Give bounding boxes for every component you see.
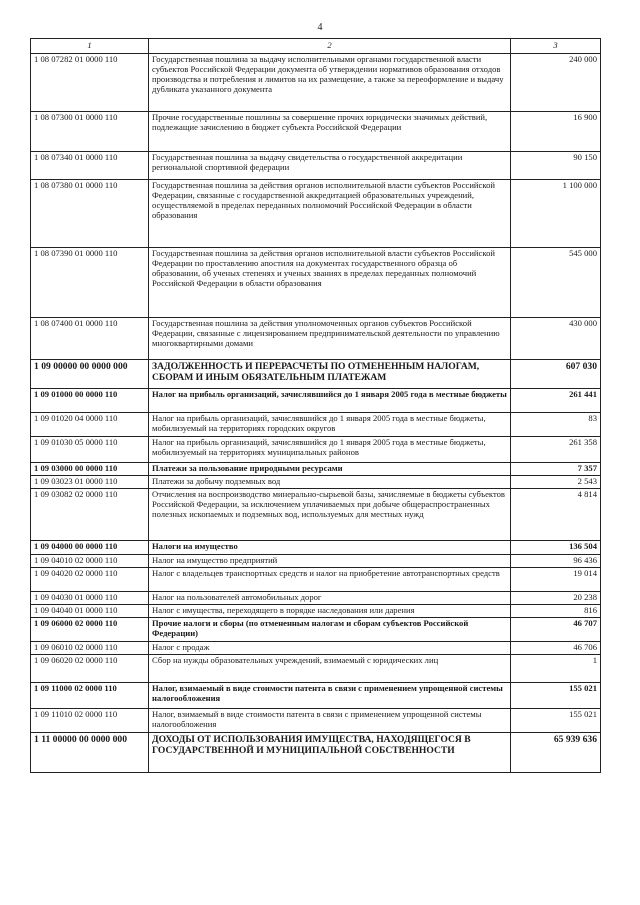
amount-cell: 19 014: [511, 567, 601, 591]
amount-cell: 65 939 636: [511, 732, 601, 772]
budget-code-cell: 1 09 04040 01 0000 110: [31, 604, 149, 617]
page-number: 4: [317, 22, 323, 33]
budget-code-cell: 1 08 07380 01 0000 110: [31, 179, 149, 247]
budget-code-cell: 1 08 07300 01 0000 110: [31, 111, 149, 151]
revenue-name-cell: ЗАДОЛЖЕННОСТЬ И ПЕРЕРАСЧЕТЫ ПО ОТМЕНЕННЫМ НАЛОГАМ, СБОРАМ И ИНЫМ ОБЯЗАТЕЛЬНЫМ ПЛАТЕЖАМ: [149, 359, 511, 388]
table-row: [31, 617, 601, 641]
revenue-name-cell: Платежи за добычу подземных вод: [149, 475, 511, 488]
table-row: [31, 247, 601, 317]
budget-code-cell: 1 09 04010 02 0000 110: [31, 554, 149, 567]
revenue-name-cell: Налог на пользователей автомобильных дорог: [149, 591, 511, 604]
budget-code-cell: 1 09 04030 01 0000 110: [31, 591, 149, 604]
revenue-name-cell: Платежи за пользование природными ресурсами: [149, 462, 511, 475]
amount-cell: 1 100 000: [511, 179, 601, 247]
revenue-name-cell: Налог на имущество предприятий: [149, 554, 511, 567]
amount-cell: 20 238: [511, 591, 601, 604]
column-header-code: 1: [31, 39, 149, 54]
revenue-name-cell: Налог на прибыль организаций, зачислявшийся до 1 января 2005 года в местные бюджеты, мобилизуемый на территориях муниципальных районов: [149, 436, 511, 462]
revenue-name-cell: Отчисления на воспроизводство минерально-сырьевой базы, зачисляемые в бюджеты субъектов Российской Федерации, за исключением уплачиваемых при добыче общераспространенных полезных ископаемых и подземных вод, используемых для местных нужд: [149, 488, 511, 540]
table-row: [31, 591, 601, 604]
budget-code-cell: 1 08 07282 01 0000 110: [31, 53, 149, 111]
budget-code-cell: 1 09 06020 02 0000 110: [31, 654, 149, 682]
table-row: [31, 111, 601, 151]
budget-code-cell: 1 09 01000 00 0000 110: [31, 388, 149, 412]
revenue-name-cell: Прочие государственные пошлины за совершение прочих юридически значимых действий, подлежащие зачислению в бюджет субъекта Российской Федерации: [149, 111, 511, 151]
amount-cell: 155 021: [511, 682, 601, 708]
amount-cell: 430 000: [511, 317, 601, 359]
revenue-name-cell: Налог с владельцев транспортных средств и налог на приобретение автотранспортных средств: [149, 567, 511, 591]
budget-code-cell: 1 09 01020 04 0000 110: [31, 412, 149, 436]
table-row: [31, 554, 601, 567]
revenue-name-cell: Государственная пошлина за действия органов исполнительной власти субъектов Российской Федерации по проставлению апостиля на документах государственного образца об образовании, об ученых степенях и ученых званиях в пределах переданных полномочий Российской Федерации в области образования: [149, 247, 511, 317]
amount-cell: 83: [511, 412, 601, 436]
table-row: [31, 462, 601, 475]
amount-cell: 46 707: [511, 617, 601, 641]
column-header-name: 2: [149, 39, 511, 54]
table-row: [31, 436, 601, 462]
amount-cell: 16 900: [511, 111, 601, 151]
revenue-name-cell: Сбор на нужды образовательных учреждений, взимаемый с юридических лиц: [149, 654, 511, 682]
budget-code-cell: 1 09 04000 00 0000 110: [31, 540, 149, 554]
budget-revenue-table: [30, 38, 601, 773]
table-header-row: [31, 39, 601, 54]
budget-code-cell: 1 09 04020 02 0000 110: [31, 567, 149, 591]
budget-code-cell: 1 09 03000 00 0000 110: [31, 462, 149, 475]
revenue-name-cell: Налог на прибыль организаций, зачислявшийся до 1 января 2005 года в местные бюджеты: [149, 388, 511, 412]
revenue-name-cell: Государственная пошлина за действия уполномоченных органов субъектов Российской Федерации, связанные с лицензированием предпринимательской деятельности по управлению многоквартирными домами: [149, 317, 511, 359]
amount-cell: 545 000: [511, 247, 601, 317]
amount-cell: 2 543: [511, 475, 601, 488]
table-row: [31, 567, 601, 591]
revenue-name-cell: Государственная пошлина за выдачу исполнительными органами государственной власти субъектов Российской Федерации документа об утверждении нормативов образования отходов производства и потребления и лимитов на их размещение, а также за переоформление и выдачу дубликата указанного документа: [149, 53, 511, 111]
budget-code-cell: 1 08 07390 01 0000 110: [31, 247, 149, 317]
budget-code-cell: 1 09 06010 02 0000 110: [31, 641, 149, 654]
table-row: [31, 540, 601, 554]
amount-cell: 261 358: [511, 436, 601, 462]
table-row: [31, 604, 601, 617]
table-row: [31, 179, 601, 247]
revenue-name-cell: Государственная пошлина за действия органов исполнительной власти субъектов Российской Федерации, связанные с государственной аккредитацией образовательных учреждений, осуществляемой в пределах переданных полномочий Российской Федерации в области образования: [149, 179, 511, 247]
table-row: [31, 708, 601, 732]
budget-code-cell: 1 09 11000 02 0000 110: [31, 682, 149, 708]
revenue-name-cell: Налог на прибыль организаций, зачислявшийся до 1 января 2005 года в местные бюджеты, мобилизуемый на территориях городских округов: [149, 412, 511, 436]
amount-cell: 7 357: [511, 462, 601, 475]
revenue-name-cell: Налог с имущества, переходящего в порядке наследования или дарения: [149, 604, 511, 617]
budget-code-cell: 1 09 06000 02 0000 110: [31, 617, 149, 641]
revenue-name-cell: Государственная пошлина за выдачу свидетельства о государственной аккредитации региональной спортивной федерации: [149, 151, 511, 179]
table-row: [31, 475, 601, 488]
revenue-name-cell: Налог с продаж: [149, 641, 511, 654]
amount-cell: 4 814: [511, 488, 601, 540]
amount-cell: 261 441: [511, 388, 601, 412]
table-row: [31, 317, 601, 359]
table-row: [31, 732, 601, 772]
revenue-name-cell: Налог, взимаемый в виде стоимости патента в связи с применением упрощенной системы налогообложения: [149, 682, 511, 708]
revenue-name-cell: Прочие налоги и сборы (по отмененным налогам и сборам субъектов Российской Федерации): [149, 617, 511, 641]
revenue-name-cell: Налог, взимаемый в виде стоимости патента в связи с применением упрощенной системы налогообложения: [149, 708, 511, 732]
table-row: [31, 388, 601, 412]
amount-cell: 90 150: [511, 151, 601, 179]
amount-cell: 1: [511, 654, 601, 682]
table-body: [31, 53, 601, 772]
amount-cell: 240 000: [511, 53, 601, 111]
budget-code-cell: 1 09 01030 05 0000 110: [31, 436, 149, 462]
amount-cell: 155 021: [511, 708, 601, 732]
revenue-name-cell: Налоги на имущество: [149, 540, 511, 554]
table-row: [31, 359, 601, 388]
table-row: [31, 412, 601, 436]
budget-code-cell: 1 11 00000 00 0000 000: [31, 732, 149, 772]
amount-cell: 816: [511, 604, 601, 617]
amount-cell: 136 504: [511, 540, 601, 554]
budget-code-cell: 1 09 03023 01 0000 110: [31, 475, 149, 488]
amount-cell: 46 706: [511, 641, 601, 654]
budget-code-cell: 1 09 03082 02 0000 110: [31, 488, 149, 540]
column-header-amount: 3: [511, 39, 601, 54]
budget-code-cell: 1 08 07340 01 0000 110: [31, 151, 149, 179]
budget-code-cell: 1 09 11010 02 0000 110: [31, 708, 149, 732]
table-row: [31, 488, 601, 540]
table-row: [31, 682, 601, 708]
table-row: [31, 654, 601, 682]
amount-cell: 96 436: [511, 554, 601, 567]
amount-cell: 607 030: [511, 359, 601, 388]
table-row: [31, 151, 601, 179]
budget-code-cell: 1 09 00000 00 0000 000: [31, 359, 149, 388]
budget-code-cell: 1 08 07400 01 0000 110: [31, 317, 149, 359]
table-row: [31, 53, 601, 111]
revenue-name-cell: ДОХОДЫ ОТ ИСПОЛЬЗОВАНИЯ ИМУЩЕСТВА, НАХОДЯЩЕГОСЯ В ГОСУДАРСТВЕННОЙ И МУНИЦИПАЛЬНОЙ СОБСТВЕННОСТИ: [149, 732, 511, 772]
table-row: [31, 641, 601, 654]
